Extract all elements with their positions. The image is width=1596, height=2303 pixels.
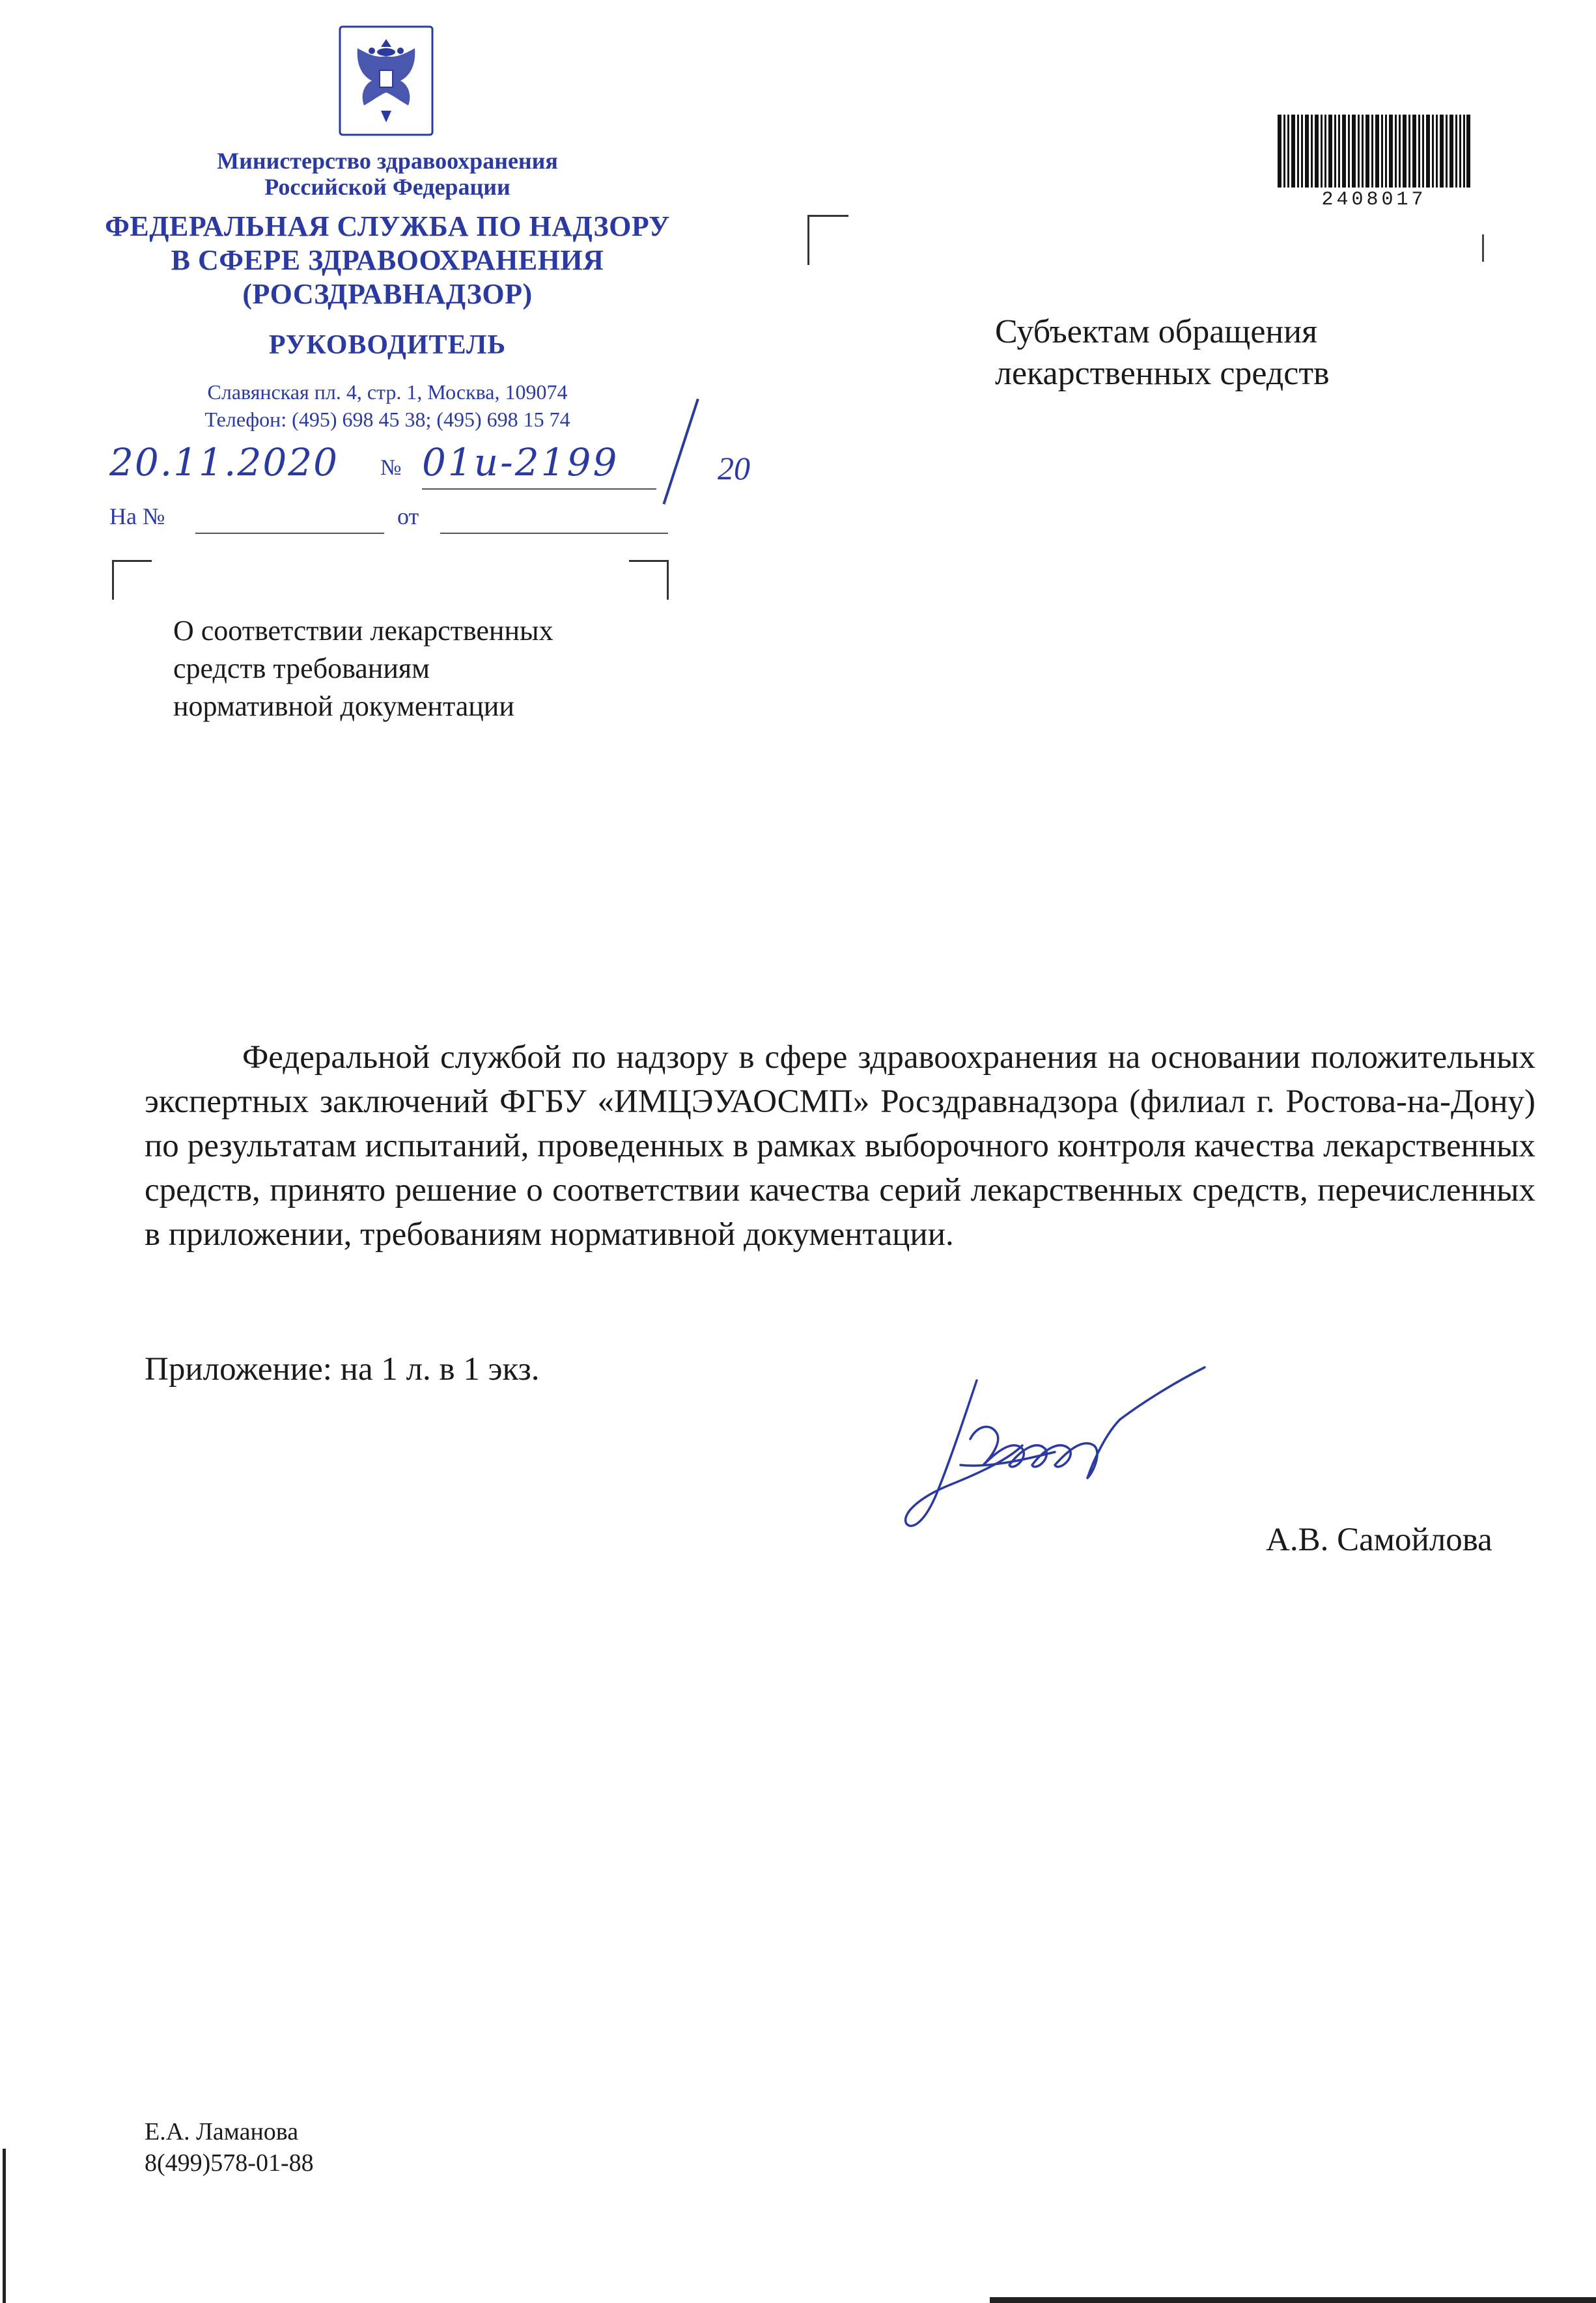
scan-edge-bottom [990,2297,1596,2303]
addressee [995,311,1330,395]
letterhead-address: Славянская пл. 4, стр. 1, Москва, 109074 [207,380,568,404]
subject-line: средств требованиям [173,652,430,684]
executor-name: Е.А. Ламанова [145,2118,299,2145]
reply-number-label: На № [109,503,165,529]
reply-number-line [195,533,384,534]
subject-bracket-right [629,560,669,600]
scan-edge-left [3,2149,6,2303]
service-name-line3: (РОСЗДРАВНАДЗОР) [242,278,533,310]
service-name-line1: ФЕДЕРАЛЬНАЯ СЛУЖБА ПО НАДЗОРУ [105,210,670,242]
handwritten-signature [899,1361,1276,1556]
barcode-icon [1278,115,1470,188]
registration-number: 01и-2199 [422,440,619,484]
registration-date: 20.11.2020 [109,440,339,484]
registration-underline [422,488,656,490]
barcode-number: 2408017 [1321,189,1427,211]
signatory-name: А.В. Самойлова [1266,1522,1492,1558]
reply-date-line [440,533,668,534]
coat-of-arms-icon [338,25,434,137]
ministry-name-line2: Российской Федерации [264,174,511,200]
attachment-note: Приложение: на 1 л. в 1 экз. [145,1351,540,1388]
head-title: РУКОВОДИТЕЛЬ [268,330,507,360]
registration-number-suffix: 20 [718,450,750,486]
addressee-line: Субъектам обращения [995,313,1317,350]
subject-line: нормативной документации [173,690,514,722]
ministry-name-line1: Министерство здравоохранения [217,148,558,174]
letter-body: Федеральной службой по надзору в сфере здравоохранения на основании положительных экспертных заключений ФГБУ «ИМЦЭУАОСМП» Росздравнадзора (филиал г. Ростова-на-Дону) по результатам испытаний, проведенных в рамках выборочного контроля качества лекарственных средств, принято решение о соответствии качества серий лекарственных средств, перечисленных в приложении, требованиям нормативной документации. [145,1039,1535,1253]
reply-date-label: от [397,503,419,529]
executor-phone: 8(499)578-01-88 [145,2149,314,2177]
letter-subject [173,612,553,725]
addressee-bracket [807,215,848,265]
subject-line: О соответствии лекарственных [173,615,553,647]
service-name-line2: В СФЕРЕ ЗДРАВООХРАНЕНИЯ [171,244,604,276]
subject-bracket-left [112,560,152,600]
scan-mark [1482,234,1484,262]
registration-number-label: № [380,456,402,480]
addressee-line: лекарственных средств [995,355,1330,392]
letterhead-phone: Телефон: (495) 698 45 38; (495) 698 15 74 [204,408,570,431]
